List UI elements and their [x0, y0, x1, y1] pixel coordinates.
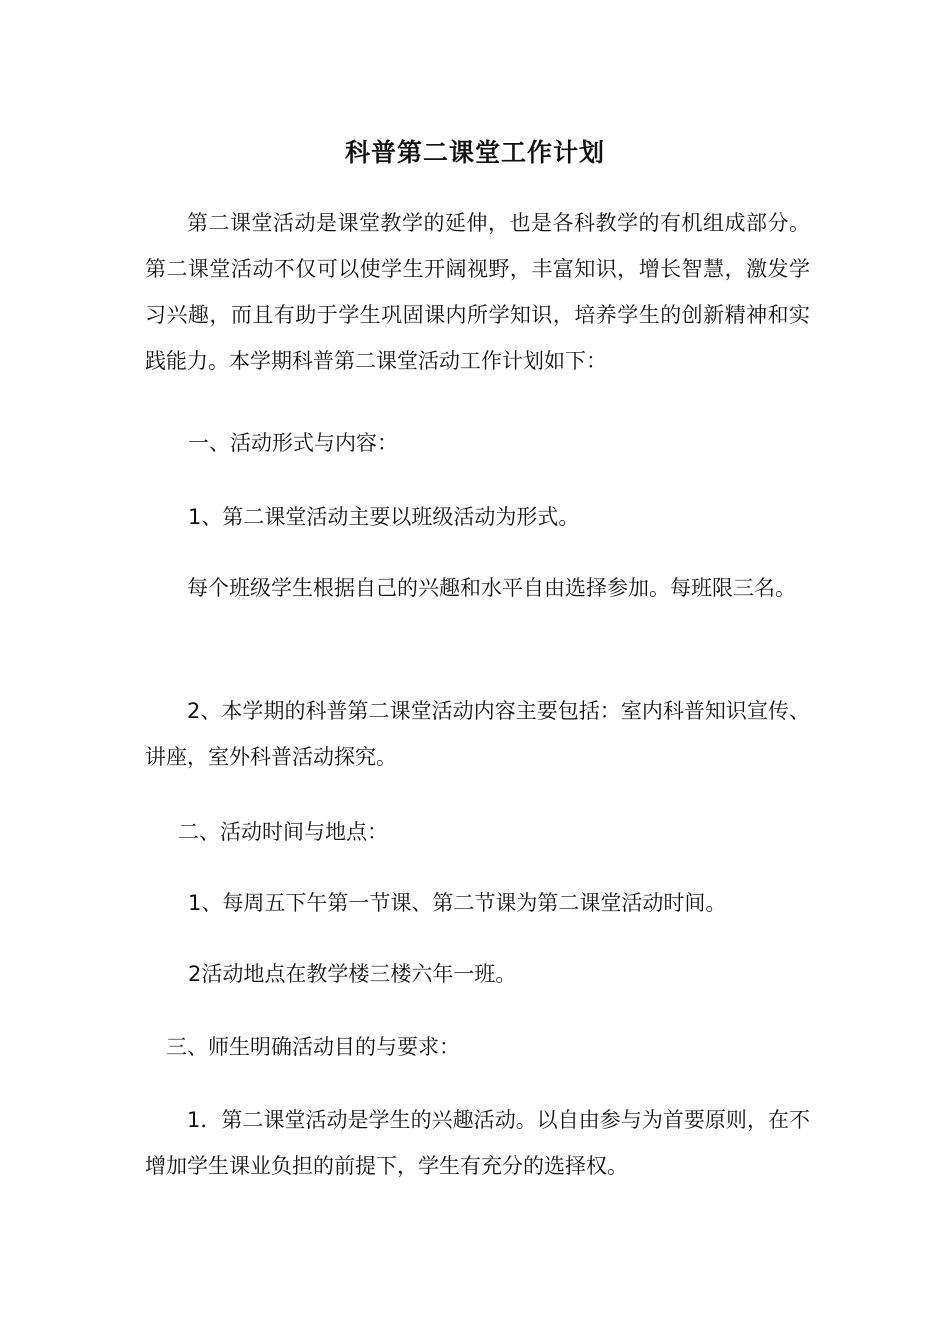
- item-1-2: 2、本学期的科普第二课堂活动内容主要包括：室内科普知识宣传、讲座，室外科普活动探究。: [145, 699, 810, 769]
- section-heading-3: 三、师生明确活动目的与要求：: [166, 1035, 460, 1059]
- item-3-1: 1．第二课堂活动是学生的兴趣活动。以自由参与为首要原则，在不增加学生课业负担的前提下，学生有充分的选择权。: [145, 1108, 810, 1178]
- item-1-1: 1、第二课堂活动主要以班级活动为形式。: [188, 505, 580, 529]
- item-2-1: 1、每周五下午第一节课、第二节课为第二课堂活动时间。: [188, 891, 727, 915]
- document-title: 科普第二课堂工作计划: [344, 138, 605, 167]
- section-heading-2: 二、活动时间与地点：: [178, 820, 388, 844]
- item-2-2: 2活动地点在教学楼三楼六年一班。: [188, 962, 517, 986]
- item-1-1-detail: 每个班级学生根据自己的兴趣和水平自由选择参加。每班限三名。: [187, 576, 796, 600]
- intro-paragraph: 第二课堂活动是课堂教学的延伸，也是各科教学的有机组成部分。第二课堂活动不仅可以使学生开阔视野，丰富知识，增长智慧，激发学习兴趣，而且有助于学生巩固课内所学知识，培养学生的创新精神和实践能力。本学期科普第二课堂活动工作计划如下：: [145, 211, 810, 373]
- section-heading-1: 一、活动形式与内容：: [188, 431, 398, 455]
